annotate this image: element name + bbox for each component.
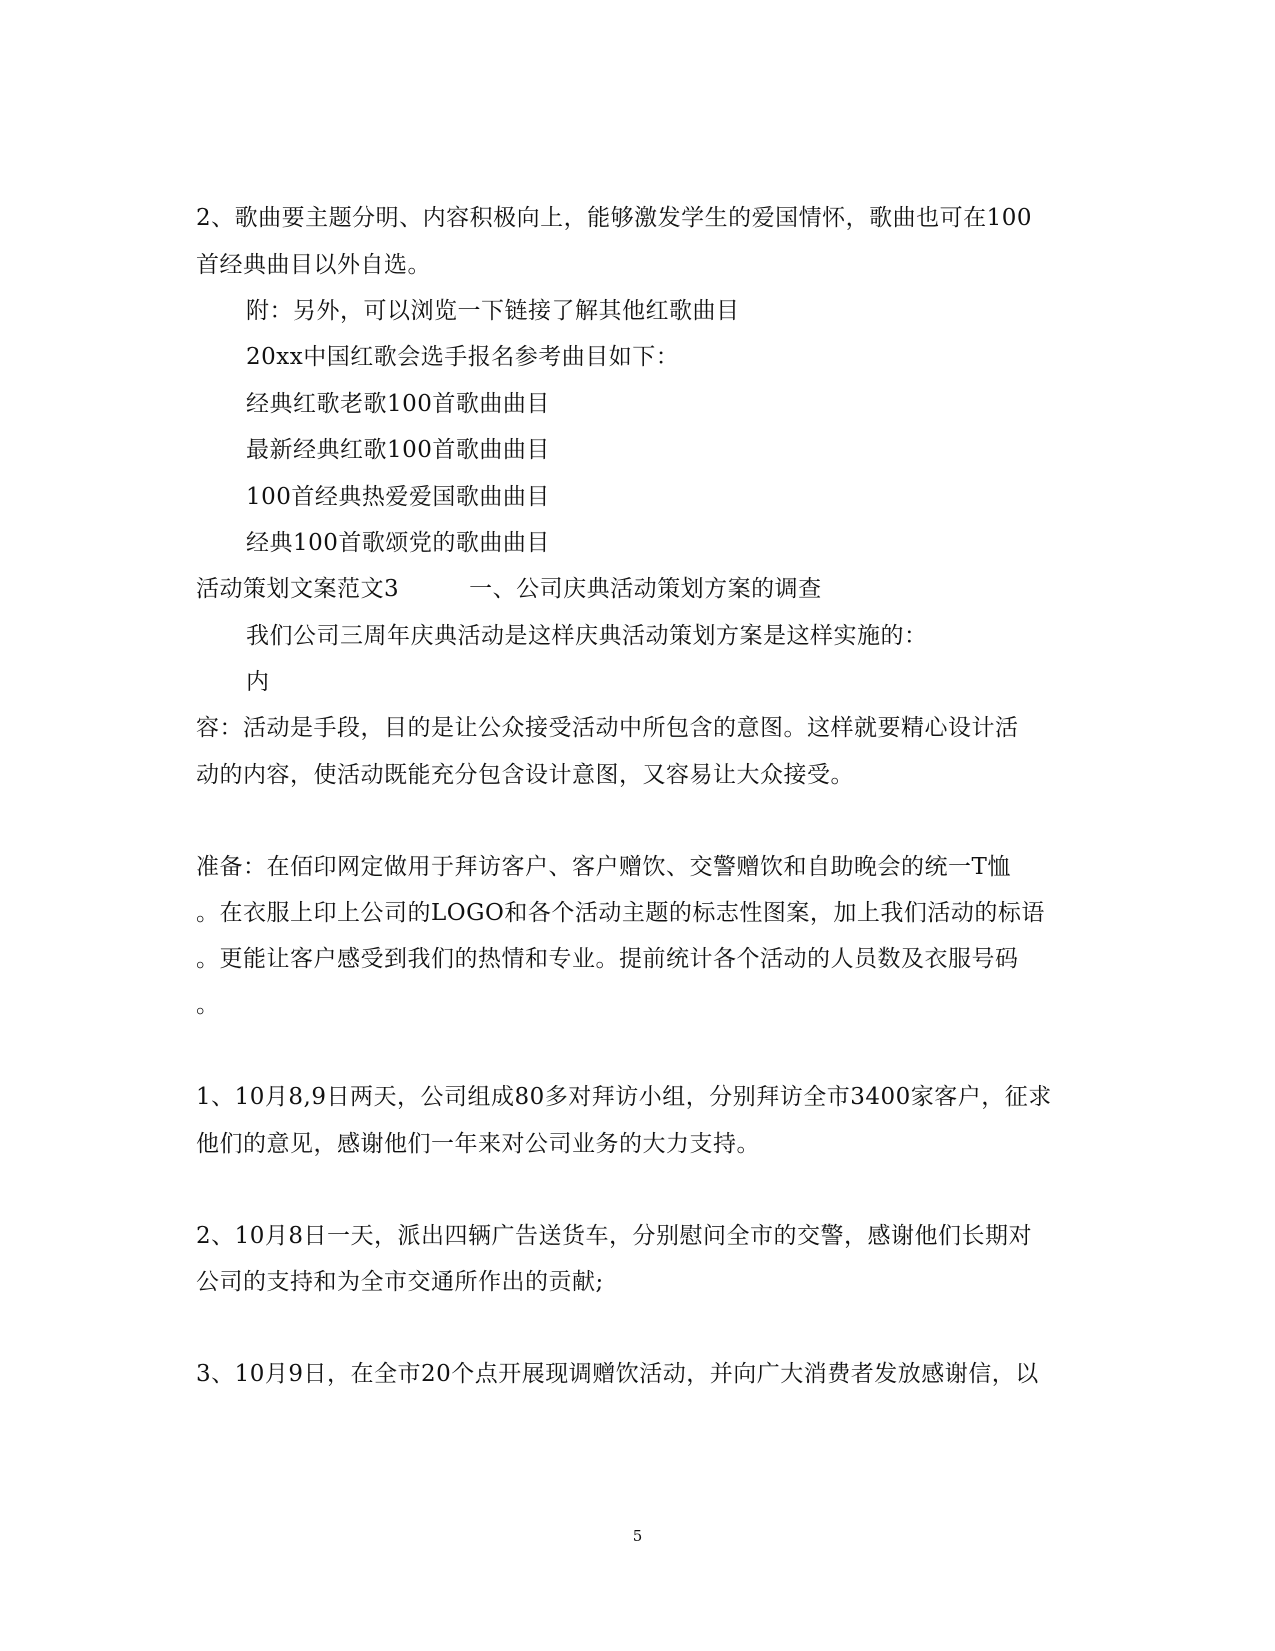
section-title: 活动策划文案范文3 [196, 576, 400, 602]
text-line: 3、10月9日，在全市20个点开展现调赠饮活动，并向广大消费者发放感谢信，以 [196, 1361, 1039, 1387]
text-line: 。在衣服上印上公司的LOGO和各个活动主题的标志性图案，加上我们活动的标语 [196, 900, 1045, 926]
text-line: 我们公司三周年庆典活动是这样庆典活动策划方案是这样实施的： [246, 623, 928, 649]
text-line: 100首经典热爱爱国歌曲曲目 [246, 484, 550, 510]
text-line: 1、10月8,9日两天，公司组成80多对拜访小组，分别拜访全市3400家客户，征求 [196, 1084, 1052, 1110]
text-line: 经典红歌老歌100首歌曲曲目 [246, 391, 550, 417]
text-line: 容：活动是手段，目的是让公众接受活动中所包含的意图。这样就要精心设计活 [196, 715, 1019, 741]
text-line: 最新经典红歌100首歌曲曲目 [246, 437, 550, 463]
text-line: 他们的意见，感谢他们一年来对公司业务的大力支持。 [196, 1131, 760, 1157]
text-line: 首经典曲目以外自选。 [196, 252, 431, 278]
text-line: 附：另外，可以浏览一下链接了解其他红歌曲目 [246, 298, 740, 324]
text-line: 2、10月8日一天，派出四辆广告送货车，分别慰问全市的交警，感谢他们长期对 [196, 1223, 1033, 1249]
text-line: 内 [246, 669, 270, 695]
text-line: 动的内容，使活动既能充分包含设计意图，又容易让大众接受。 [196, 762, 854, 788]
section-subtitle: 一、公司庆典活动策划方案的调查 [469, 576, 822, 602]
text-line: 准备：在佰印网定做用于拜访客户、客户赠饮、交警赠饮和自助晚会的统一T恤 [196, 854, 1011, 880]
page-number: 5 [632, 1527, 643, 1545]
section-heading-line [196, 574, 822, 604]
text-line: 。 [196, 992, 220, 1018]
text-line: 经典100首歌颂党的歌曲曲目 [246, 530, 550, 556]
text-line: 。更能让客户感受到我们的热情和专业。提前统计各个活动的人员数及衣服号码 [196, 946, 1019, 972]
text-line: 公司的支持和为全市交通所作出的贡献; [196, 1269, 604, 1295]
text-line: 2、歌曲要主题分明、内容积极向上，能够激发学生的爱国情怀，歌曲也可在100 [196, 205, 1033, 231]
text-line: 20xx中国红歌会选手报名参考曲目如下： [246, 344, 680, 370]
